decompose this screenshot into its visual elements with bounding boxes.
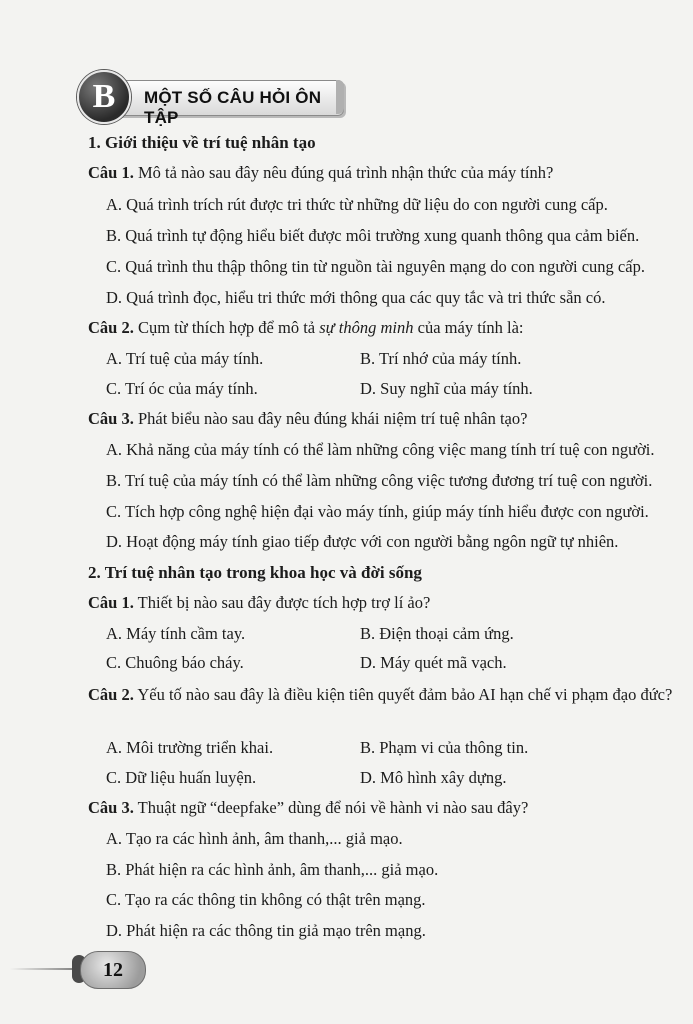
answer-option: B. Quá trình tự động hiểu biết được môi trường xung quanh thông qua cảm biến. [106,226,640,245]
answer-option: C. Tạo ra các thông tin không có thật trên mạng. [106,890,426,909]
question-stem [88,163,681,183]
answer-option: D. Quá trình đọc, hiểu tri thức mới thông qua các quy tắc và tri thức sẵn có. [106,288,606,307]
question-label: Câu 1. [88,163,134,182]
question-stem [88,798,681,818]
answer-option: B. Phạm vi của thông tin. [360,738,529,757]
answer-option: A. Tạo ra các hình ảnh, âm thanh,... giả mạo. [106,829,403,848]
question-label: Câu 3. [88,798,134,817]
question-text: Thuật ngữ “deepfake” dùng để nói về hành vi nào sau đây? [133,798,529,817]
answer-option: C. Quá trình thu thập thông tin từ nguồn tài nguyên mạng do con người cung cấp. [106,257,645,276]
answer-option: A. Máy tính cầm tay. [106,624,246,643]
question-text: Phát biểu nào sau đây nêu đúng khái niệm trí tuệ nhân tạo? [133,409,528,428]
answer-option: C. Chuông báo cháy. [106,653,244,672]
answer-option: D. Mô hình xây dựng. [360,768,507,787]
question-text: của máy tính là: [413,318,524,337]
answer-option: B. Phát hiện ra các hình ảnh, âm thanh,... giả mạo. [106,860,439,879]
answer-option: C. Dữ liệu huấn luyện. [106,768,257,787]
question-label: Câu 2. [88,685,134,704]
section-header [77,70,347,127]
answer-option: C. Trí óc của máy tính. [106,379,258,398]
answer-option: D. Hoạt động máy tính giao tiếp được với con người bằng ngôn ngữ tự nhiên. [106,532,619,551]
answer-option: D. Máy quét mã vạch. [360,653,507,672]
answer-option: D. Suy nghĩ của máy tính. [360,379,533,398]
answer-option: A. Môi trường triển khai. [106,738,274,757]
section-letter-badge: B [77,70,131,124]
question-text: Yếu tố nào sau đây là điều kiện tiên quyết đảm bảo AI hạn chế vi phạm đạo đức? [133,685,673,704]
question-text: Thiết bị nào sau đây được tích hợp trợ lí ảo? [133,593,431,612]
question-label: Câu 1. [88,593,134,612]
question-text: Cụm từ thích hợp để mô tả [133,318,320,337]
page-number: 12 [103,959,123,981]
answer-option: D. Phát hiện ra các thông tin giả mạo trên mạng. [106,921,426,940]
section-heading: 1. Giới thiệu về trí tuệ nhân tạo [88,133,316,152]
answer-option: A. Trí tuệ của máy tính. [106,349,264,368]
answer-option: B. Trí tuệ của máy tính có thể làm những công việc tương đương trí tuệ con người. [106,471,653,490]
question-stem [88,593,681,613]
answer-option: A. Khả năng của máy tính có thể làm những công việc mang tính trí tuệ con người. [106,440,655,459]
header-title: MỘT SỐ CÂU HỎI ÔN TẬP [144,88,322,127]
answer-option: B. Điện thoại cảm ứng. [360,624,514,643]
question-text-italic: sự thông minh [319,318,414,337]
answer-option: B. Trí nhớ của máy tính. [360,349,522,368]
answer-option: A. Quá trình trích rút được tri thức từ những dữ liệu do con người cung cấp. [106,195,608,214]
answer-option: C. Tích hợp công nghệ hiện đại vào máy tính, giúp máy tính hiểu được con người. [106,502,649,521]
header-banner [107,80,344,127]
question-stem [88,409,681,429]
question-text: Mô tả nào sau đây nêu đúng quá trình nhận thức của máy tính? [133,163,554,182]
question-label: Câu 2. [88,318,134,337]
question-stem [88,683,683,706]
section-heading: 2. Trí tuệ nhân tạo trong khoa học và đời sống [88,563,422,582]
page-number-badge [80,951,146,989]
question-stem [88,318,681,338]
question-label: Câu 3. [88,409,134,428]
